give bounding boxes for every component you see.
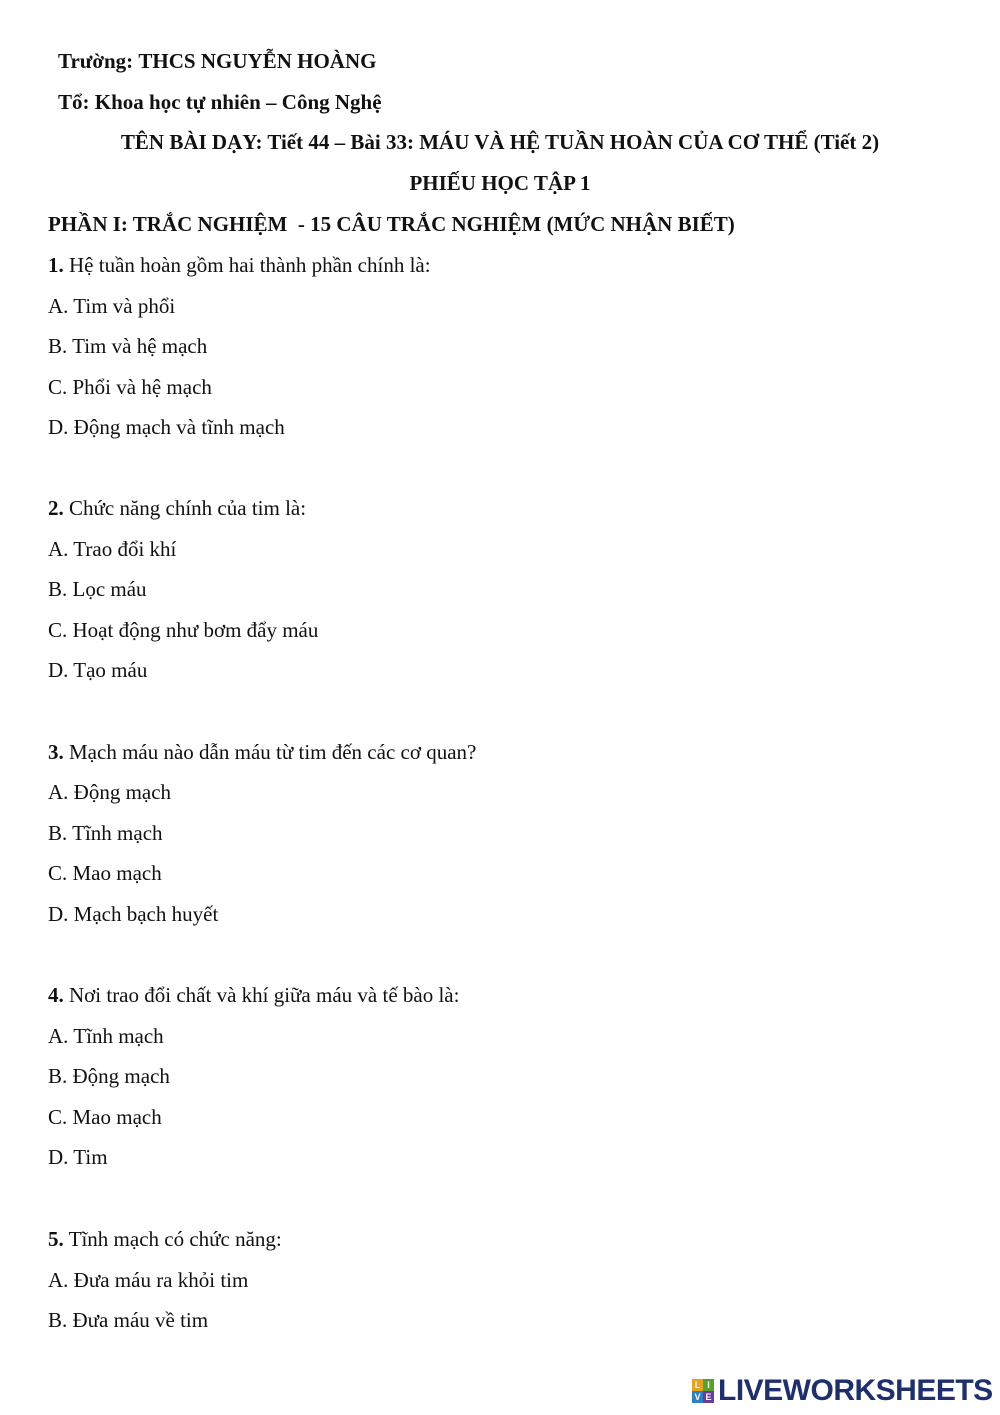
logo-tile-l: L <box>692 1379 703 1391</box>
question-3 <box>48 739 476 765</box>
logo-tile-i: I <box>703 1379 714 1391</box>
question-text: Hệ tuần hoàn gồm hai thành phần chính là: <box>63 253 431 277</box>
question-4-option-c: C. Mao mạch <box>48 1105 162 1129</box>
liveworksheets-logo <box>692 1374 993 1408</box>
question-5 <box>48 1226 282 1252</box>
question-number: 5. <box>48 1227 64 1251</box>
question-1-option-c: C. Phổi và hệ mạch <box>48 375 212 399</box>
sheet-title: PHIẾU HỌC TẬP 1 <box>409 171 591 195</box>
question-4-option-d: D. Tim <box>48 1145 108 1169</box>
group-label: Tổ: <box>58 90 90 114</box>
lesson-title: TÊN BÀI DẠY: Tiết 44 – Bài 33: MÁU VÀ HỆ TUẦN HOÀN CỦA CƠ THỂ (Tiết 2) <box>120 130 880 154</box>
question-3-option-b: B. Tĩnh mạch <box>48 821 163 845</box>
school-line <box>58 48 376 74</box>
question-4-option-b: B. Động mạch <box>48 1064 170 1088</box>
question-2 <box>48 495 306 521</box>
group-line <box>58 89 382 115</box>
question-text: Tĩnh mạch có chức năng: <box>63 1227 282 1251</box>
question-1-option-b: B. Tim và hệ mạch <box>48 334 208 358</box>
question-3-option-a: A. Động mạch <box>48 780 172 804</box>
question-2-option-b: B. Lọc máu <box>48 577 147 601</box>
question-2-option-d: D. Tạo máu <box>48 658 148 682</box>
question-text: Mạch máu nào dẫn máu từ tim đến các cơ quan? <box>63 740 477 764</box>
question-1 <box>48 252 431 278</box>
question-1-option-a: A. Tim và phổi <box>48 294 176 318</box>
question-3-option-c: C. Mao mạch <box>48 861 162 885</box>
question-4-option-a: A. Tĩnh mạch <box>48 1024 164 1048</box>
question-3-option-d: D. Mạch bạch huyết <box>48 902 219 926</box>
question-text: Chức năng chính của tim là: <box>63 496 307 520</box>
group-name: Khoa học tự nhiên – Công Nghệ <box>94 90 382 114</box>
question-2-option-a: A. Trao đổi khí <box>48 537 177 561</box>
school-name: THCS NGUYỄN HOÀNG <box>138 49 377 73</box>
logo-tile-v: V <box>692 1391 703 1403</box>
question-2-option-c: C. Hoạt động như bơm đẩy máu <box>48 618 319 642</box>
liveworksheets-icon <box>692 1379 714 1403</box>
logo-tile-e: E <box>703 1391 714 1403</box>
question-5-option-a: A. Đưa máu ra khỏi tim <box>48 1268 249 1292</box>
question-number: 1. <box>48 253 64 277</box>
question-number: 3. <box>48 740 64 764</box>
question-number: 2. <box>48 496 64 520</box>
school-label: Trường: <box>58 49 134 73</box>
part-title: PHẦN I: TRẮC NGHIỆM - 15 CÂU TRẮC NGHIỆM (MỨC NHẬN BIẾT) <box>48 212 735 236</box>
liveworksheets-text: LIVEWORKSHEETS <box>718 1374 993 1407</box>
question-number: 4. <box>48 983 64 1007</box>
question-text: Nơi trao đổi chất và khí giữa máu và tế bào là: <box>63 983 460 1007</box>
question-1-option-d: D. Động mạch và tĩnh mạch <box>48 415 285 439</box>
question-4 <box>48 982 459 1008</box>
question-5-option-b: B. Đưa máu về tim <box>48 1308 209 1332</box>
